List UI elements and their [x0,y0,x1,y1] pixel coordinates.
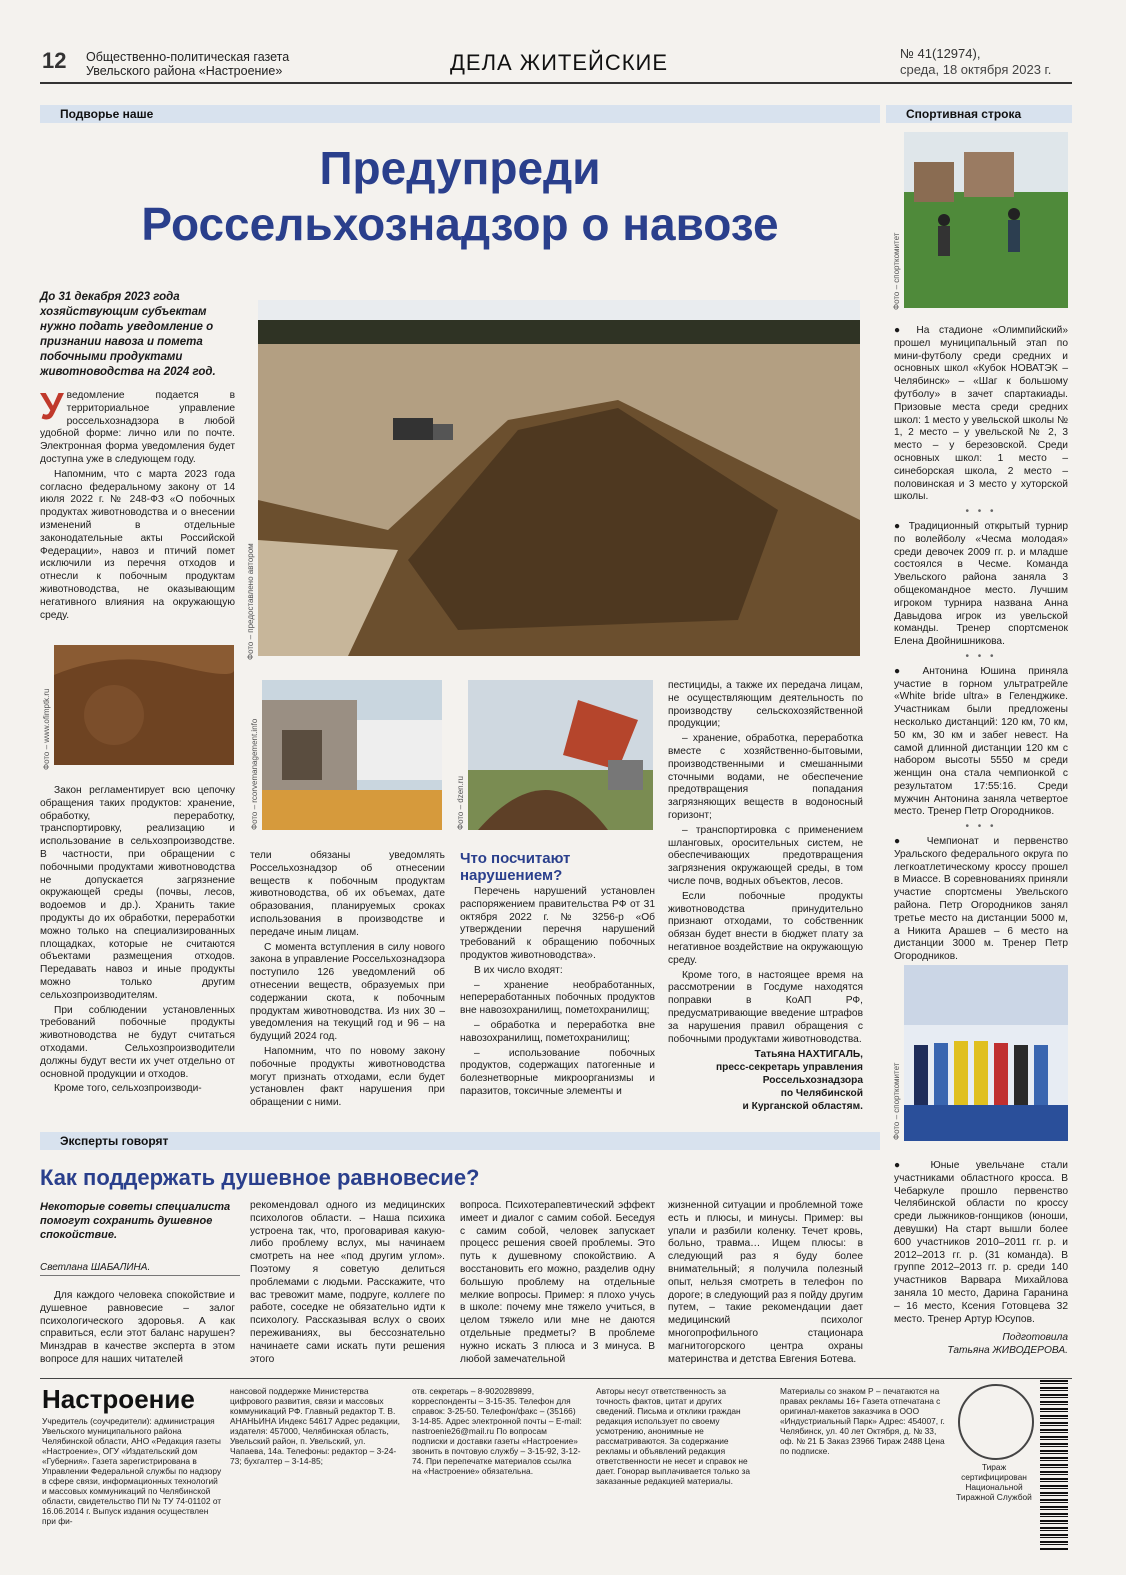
expert-author: Светлана ШАБАЛИНА. [40,1262,240,1276]
footer-founders: Учредитель (соучредители): администрация Увельского муниципального района Челябинской области, АНО «Редакция газеты «Настроение», ОГУ «Издательский дом «Губерния». Газета зарегистрирована в Управлении Федеральной службы по надзору в сфере связи, информационных технологий и массовых коммуникаций по Челябинской области, свидетельство ПИ № ТУ 74-01102 от 16.06.2014 г. Выпуск издания осуществлен при фи- [42,1416,222,1526]
prepared-by [894,1332,1068,1358]
sign-pos2: Россельхознадзора [762,1075,863,1087]
header-rule [40,82,1072,84]
col4-p3: – транспортировка с применением шланговых, оросительных систем, не обеспечивающих предотвращения загрязнения окружающей среды, в том числе почв, водных объектов, лесов. [668,824,863,887]
photo1-credit: Фото – предоставлено автором [246,543,255,660]
drop-cap: У [40,386,64,428]
photo-barn [262,680,442,830]
expert-col3 [460,1200,655,1368]
col1-p3: Закон регламентирует всю цепочку обращения таких продуктов: хранение, обработку, переработку, транспортировку, реализацию и использование в сельхозпроизводстве. В частности, при обращении с побочными продуктами животноводства не допускается загрязнение окружающей среды (почвы, лесов, водоемов и др.). Хранить такие продукты до их обработки, переработки можно только на специализированных площадках, которые не считаются объектами размещения отходов. Передавать навоз и иные продукты можно только другим сельхозпроизводителям. [40,785,235,1001]
footer-logo: Настроение [42,1384,195,1414]
sign-pos3: по Челябинской [780,1088,863,1100]
main-col2 [250,850,445,1112]
sport-item-2: ● Традиционный открытый турнир по волейболу «Чесма молодая» среди девочек 2009 гг. р. и младше состоялся в Чесме. Команда Увельского района заняла 3 общекомандное место. Лучшим игроком турнира названа Анна Давыдова игрок из увельской команды. Тренер спортсменок Елена Двойнишникова. [894,520,1068,648]
photo3-credit: Фото – rcorvemanagement.info [250,718,259,830]
col2-p3: Напомним, что по новому закону побочные продукты животноводства могут признать отходами, если будет установлен факт нарушения при обращении с ними. [250,1045,445,1109]
separator-dots: • • • [965,650,997,662]
barn-image [262,680,442,830]
col1-p4: При соблюдении установленных требований побочные продукты животноводства не будут считаться отходами. Сельхозпроизводители должны будут вести их учет отдельно от основной продукции и отходов. [40,1004,235,1080]
footer-disclaimer: Авторы несут ответственность за точность фактов, цитат и других сведений. Письма и отклики граждан редакция использует по своему усмотрению, анонимные не рассматриваются. За содержание рекламы и объявлений редакция ответственности не несет и справок не дает. Гонорар выплачивается только за заказанные редакцией материалы. [596,1386,750,1486]
author-signature [668,1048,863,1113]
footer-contacts: отв. секретарь – 8-9020289899, корреспонденты – 3-15-35. Телефон для справок: 3-25-50. Телефон/факс – (35166) 3-14-85. Адрес электронной почты – E-mail: nastroenie26@mail.ru По вопросам подписки и доставки газеты «Настроение» звонить в почтовую службу – 3-15-92, 3-12-74. При перепечатке материалов ссылка на «Настроение» обязательна. [412,1386,582,1476]
manure-field-image [258,300,860,656]
sport-item-3: ● Антонина Юшина приняла участие в горном ультратрейле «White bride ultra» в Геленджике. Участникам были предложены несколько дистанций: 120 км, 70 км, 50 км, 30 км и забег невест. На самой длинной дистанции 120 км с набором высоты 5550 м среди женщин она стала чемпионкой с результатом 17:55:16. Среди мужчин Антонина заняла четвертое место. Тренер Петр Огородников. [894,665,1068,818]
col4-p5: Кроме того, в настоящее время на рассмотрении в Госдуме находятся поправки в КоАП РФ, предусматривающие введение штрафов за нарушения правил обращения с побочными продуктами животноводства. [668,969,863,1045]
col3-p4: – обработка и переработка вне навозохранилищ, пометохранилищ; [460,1019,655,1044]
col3-p2: В их число входят: [474,964,563,976]
sport-item-5-block [894,1160,1068,1358]
expert-col1 [40,1290,235,1369]
section-bar-sport: Спортивная строка [886,105,1072,123]
photo4-credit: Фото – dzen.ru [456,776,465,830]
section-bar-expert: Эксперты говорят [40,1132,880,1150]
paper-name-line1: Общественно-политическая газета [86,50,290,64]
col2-p1: тели обязаны уведомлять Россельхознадзор об отнесении веществ к побочным продуктам животноводства, об их объемах, дате образования, планируемых сроках использования в производстве и передаче иным лицам. [250,850,445,938]
paper-name-line2: Увельского района «Настроение» [86,64,283,78]
photo-skiers-podium [904,965,1068,1141]
circulation-seal-text: Тираж сертифицирован Национальной Тиражной Службой [956,1462,1032,1502]
sign-pos4: и Курганской областям. [742,1101,863,1113]
photo-manure-field [258,300,860,656]
issue-date: среда, 18 октября 2023 г. [900,62,1052,77]
col4-p4: Если побочные продукты животноводства принудительно признают отходами, то собственник обязан будет внести в бюджет плату за негативное воздействие на окружающую среду. [668,890,863,966]
sport-item-4: ● Чемпионат и первенство Уральского федерального округа по легкоатлетическому кроссу прошел в Миассе. В соревнованиях приняли участие спортсмены Увельского района. Петр Огородников занял третье место на дистанции 5000 м, а Никита Арашев – 6 место на дистанции 3000 м. Тренер Петр Огородников. [894,836,1068,963]
sign-pos1: пресс-секретарь управления [716,1062,863,1074]
footer-rule [40,1378,1072,1379]
dump-truck-image [468,680,653,830]
expert-headline: Как поддержать душевное равновесие? [40,1165,480,1190]
col4-p2: – хранение, обработка, переработка вместе с хозяйственно-бытовыми, производственными и смешанными сточными водами, не обеспечение предотвращения попадания загрязняющих веществ в водоносный горизонт; [668,733,863,821]
expert-lead: Некоторые советы специалиста помогут сохранить душевное спокойствие. [40,1201,231,1241]
photo-dump-truck [468,680,653,830]
separator-dots: • • • [965,821,997,833]
main-col4 [668,680,863,1113]
col1-p2: Напомним, что с марта 2023 года согласно федеральному закону от 14 июля 2022 г. № 248-ФЗ «О побочных продуктах животноводства и о внесении изменений в отдельные законодательные акты Российской Федерации», навоз и птичий помет исключили из перечня отходов и отнесли к побочным продуктам животноводства, не оказывающим негативного влияния на окружающую среду. [40,468,235,621]
col3-p5: – использование побочных продуктов, содержащих патогенные и болезнетворные микроорганизмы и паразитов, токсичные элементы и [460,1047,655,1097]
expert-col4-text: жизненной ситуации и проблемной тоже есть и плюсы, и минусы. Пример: вы упали и разбили коленку. Течет кровь, больно, травма… Ищем плюсы: в следующий раз я буду более внимательный; я получила полезный опыт, нельзя смотреть в телефон по дороге; в следующий раз я пойду другим путем, – такие рекомендации дает медицинский психолог многопрофильного стационара магнитогорского центра охраны материнства и детства Евгения Ботева. [668,1200,863,1365]
expert-col3-text: вопроса. Психотерапевтический эффект имеет и диалог с самим собой. Беседуя с самим собой, человек запускает процесс решения своей проблемы. Это путь к душевному спокойствию. А восстановить его можно, разделив одну большую проблему на отдельные мелкие вопросы. Пример: я плохо учусь в школе: почему мне тяжело учиться, в целом тяжело или мне не даются отдельные предметы? В проблеме нужно искать 3 плюса и 3 минуса. В любой замечательной [460,1200,655,1365]
skiers-podium-image [904,965,1068,1141]
page-rubric: ДЕЛА ЖИТЕЙСКИЕ [450,50,669,75]
headline-line2: Россельхознадзор о навозе [141,198,779,250]
prepared-label: Подготовила [1002,1332,1068,1344]
footer-editor: нансовой поддержке Министерства цифрового развития, связи и массовых коммуникаций РФ. Главный редактор Т. В. АНАНЬИНА Индекс 54617 Адрес редакции, издателя: 457000, Челябинская область, Увельский район, п. Увельский, ул. Чапаева, 14а. Телефоны: редактор – 3-24-73; бухгалтер – 3-14-85; [230,1386,400,1466]
col4-p1: пестициды, а также их передача лицам, не осуществляющим деятельность по производству сельскохозяйственной продукции; [668,680,863,730]
photo-manure-pile [54,645,234,765]
col1-p1: ведомление подается в территориальное управление россельхознадзора в любой удобной форме: лично или по почте. Электронная форма уведомления будет доступна уже в следующем году. [40,390,235,465]
issue-number: № 41(12974), [900,46,981,61]
expert-col2-text: рекомендовал одного из медицинских психологов области. – Наша психика устроена так, что, проговаривая какую-либо проблему вслух, мы начинаем смотреть на нее «под другим углом». Поэтому я советую делиться проблемами с людьми. Расскажите, что вас тревожит маме, подруге, коллеге по работе, соседке не обязательно идти к психологу. Рассказывая вслух о своих переживаниях, вы бессознательно начинаете сами искать пути решения этого [250,1200,445,1365]
expert-col1-text: Для каждого человека спокойствие и душевное равновесие – залог психологического здоровья. А как справиться, если этот баланс нарушен? Минздрав в качестве эксперта в этом вопросе для наших читателей [40,1290,235,1365]
col2-p2: С момента вступления в силу нового закона в управление Россельхознадзора поступило 126 уведомлений об отнесении веществ, образуемых при содержании скота, к побочным продуктам животноводства. Из них 30 – уведомления на текущий год и 96 – на будущий 2024 год. [250,941,445,1043]
col1-p5: Кроме того, сельхозпроизводи- [54,1083,202,1095]
expert-col2 [250,1200,445,1368]
photo-football [904,132,1068,308]
main-col1-bottom [40,785,235,1098]
issn-barcode [1040,1380,1068,1550]
headline-line1: Предупреди [319,142,601,194]
circulation-seal [958,1384,1034,1460]
main-headline [40,140,880,252]
main-col1-top [40,386,235,624]
sport-item-5: ● Юные увельчане стали участниками областного кросса. В Чебаркуле прошло первенство Челябинской области по кроссу среди лыжников-гонщиков (юноши, девушки) На старт вышли более 600 участников 2010–2011 гг. р. и 2012–2013 гг. р. (31 команда). В группе 2012–2013 гг. р. среди 140 участников Варвара Михайлова заняла 10 место, Дарина Гаранина – 16 место, Ксения Готовцева 32 место. Тренер Артур Юсупов. [894,1160,1068,1325]
col3-p3: – хранение необработанных, непереработанных побочных продуктов вне навозохранилищ, пометохранилищ; [460,979,655,1017]
sport-news-list [894,325,1068,981]
section-bar-main: Подворье наше [40,105,880,123]
page-number: 12 [42,48,67,73]
sign-name: Татьяна НАХТИГАЛЬ, [754,1049,863,1061]
main-lead: До 31 декабря 2023 года хозяйствующим субъектам нужно подать уведомление о признании навоза и помета побочными продуктами животноводства на 2024 год. [40,291,216,378]
violations-subhead: Что посчитают нарушением? [460,850,571,884]
main-col3 [460,886,655,1101]
sport-photo1-credit: Фото – спорткомитет [892,232,901,310]
football-image [904,132,1068,308]
sport-item-1: ● На стадионе «Олимпийский» прошел муниципальный этап по мини-футболу среди средних и основных школ «Кубок НОВАТЭК – Челябинск» – «Шаг к большому футболу» в зачет спартакиады. Призовые места среди средних школ: 1 место у увельской школы № 1, 2 место – у увельской № 2, 3 место – у березовской. Среди основных школ: 1 место – синеборская школа, 2 место – половинская и 3 место у хуторской школы. [894,325,1068,503]
separator-dots: • • • [965,506,997,518]
prepared-author: Татьяна ЖИВОДЕРОВА. [947,1345,1068,1357]
expert-col4 [668,1200,863,1368]
manure-pile-image [54,645,234,765]
paper-name [86,50,289,78]
photo2-credit: Фото – www.ofimptk.ru [42,688,51,770]
footer-print: Материалы со знаком Р – печатаются на правах рекламы 16+ Газета отпечатана с оригинал-макетов заказчика в ООО «Индустриальный Парк» Адрес: 454007, г. Челябинск, ул. 40 лет Октября, д. № 33, оф. № 21 Б Заказ 23966 Тираж 2488 Цена по подписке. [780,1386,945,1456]
sport-photo2-credit: Фото – спорткомитет [892,1062,901,1140]
col3-p1: Перечень нарушений установлен распоряжением правительства РФ от 31 октября 2022 г. № 3256-р «Об утверждении перечня нарушений требований к обращению побочных продуктов животноводства». [460,886,655,961]
